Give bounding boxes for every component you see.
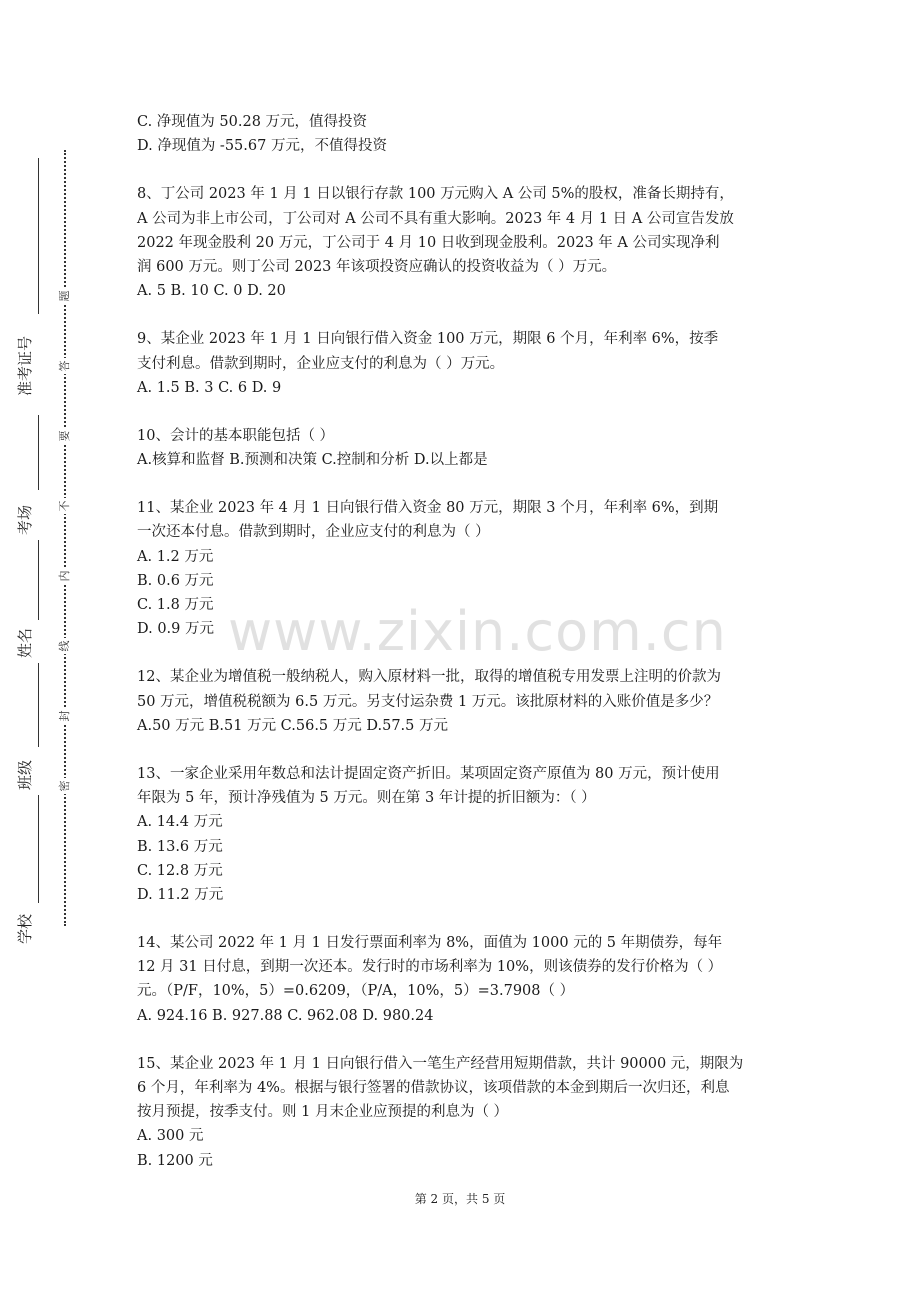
margin-line-exam-number bbox=[38, 158, 39, 314]
question-text-line: 13、一家企业采用年数总和法计提固定资产折旧。某项固定资产原值为 80 万元，预计使用 bbox=[137, 765, 720, 782]
seal-dotted-line bbox=[64, 150, 66, 926]
margin-label-exam-number: 准考证号 bbox=[16, 335, 34, 396]
question-text-line: 一次还本付息。借款到期时，企业应支付的利息为（ ） bbox=[137, 524, 490, 541]
option-line: B. 13.6 万元 bbox=[137, 838, 223, 855]
margin-line-exam-room bbox=[38, 415, 39, 490]
question-9 bbox=[137, 327, 797, 400]
question-14 bbox=[137, 931, 797, 1028]
watermark: www.zixin.com.cn bbox=[228, 600, 727, 663]
question-list bbox=[137, 110, 797, 1173]
option-line: C. 12.8 万元 bbox=[137, 862, 223, 879]
option-line: B. 0.6 万元 bbox=[137, 572, 214, 589]
seal-char: 封 bbox=[57, 708, 73, 724]
seal-char: 要 bbox=[57, 428, 73, 444]
margin-line-school bbox=[38, 795, 39, 903]
seal-char: 题 bbox=[57, 288, 73, 304]
margin-line-name bbox=[38, 540, 39, 620]
question-text-line: 元。（P/F，10%，5）=0.6209，（P/A，10%，5）=3.7908（ ） bbox=[137, 983, 575, 1000]
question-text-line: 6 个月，年利率为 4%。根据与银行签署的借款协议，该项借款的本金到期后一次归还，利息 bbox=[137, 1080, 730, 1096]
seal-char: 线 bbox=[57, 638, 73, 654]
question-13 bbox=[137, 762, 797, 907]
option-line: A.核算和监督 B.预测和决策 C.控制和分析 D.以上都是 bbox=[137, 452, 488, 469]
question-10 bbox=[137, 424, 797, 472]
question-15 bbox=[137, 1052, 797, 1173]
option-line: A. 14.4 万元 bbox=[137, 814, 223, 831]
option-line: D. 0.9 万元 bbox=[137, 621, 214, 638]
option-line: B. 1200 元 bbox=[137, 1152, 213, 1169]
question-text-line: 11、某企业 2023 年 4 月 1 日向银行借入资金 80 万元，期限 3 个月，年利率 6%，到期 bbox=[137, 500, 719, 517]
margin-label-school: 学校 bbox=[16, 913, 34, 944]
question-7-options-tail bbox=[137, 110, 797, 158]
option-line: A. 5 B. 10 C. 0 D. 20 bbox=[137, 283, 286, 300]
question-text-line: 年限为 5 年，预计净残值为 5 万元。则在第 3 年计提的折旧额为：（ ） bbox=[137, 790, 596, 807]
option-line: A. 300 元 bbox=[137, 1128, 204, 1145]
seal-char: 答 bbox=[57, 358, 73, 374]
question-text-line: 支付利息。借款到期时，企业应支付的利息为（ ）万元。 bbox=[137, 355, 505, 372]
question-11 bbox=[137, 496, 797, 641]
margin-label-name: 姓名 bbox=[16, 627, 34, 658]
option-line: D. 净现值为 -55.67 万元，不值得投资 bbox=[137, 138, 387, 155]
question-text-line: 12、某企业为增值税一般纳税人，购入原材料一批，取得的增值税专用发票上注明的价款为 bbox=[137, 669, 721, 686]
question-text-line: 14、某公司 2022 年 1 月 1 日发行票面利率为 8%，面值为 1000 元的 5 年期债券，每年 bbox=[137, 935, 723, 952]
seal-char: 内 bbox=[57, 568, 73, 584]
option-line: C. 净现值为 50.28 万元，值得投资 bbox=[137, 114, 368, 130]
question-text-line: 50 万元，增值税税额为 6.5 万元。另支付运杂费 1 万元。该批原材料的入账价值是多少？ bbox=[137, 693, 719, 710]
question-12 bbox=[137, 665, 797, 738]
question-text-line: 12 月 31 日付息，到期一次还本。发行时的市场利率为 10%，则该债券的发行价格为（ ） bbox=[137, 959, 723, 976]
option-line: A.50 万元 B.51 万元 C.56.5 万元 D.57.5 万元 bbox=[137, 717, 448, 734]
question-text-line: 10、会计的基本职能包括（ ） bbox=[137, 427, 335, 444]
question-text-line: 8、丁公司 2023 年 1 月 1 日以银行存款 100 万元购入 A 公司 5%的股权，准备长期持有， bbox=[137, 186, 734, 203]
question-text-line: A 公司为非上市公司，丁公司对 A 公司不具有重大影响。2023 年 4 月 1 日 A 公司宣告发放 bbox=[137, 210, 734, 227]
option-line: C. 1.8 万元 bbox=[137, 597, 214, 613]
margin-label-exam-room: 考场 bbox=[16, 504, 34, 535]
option-line: A. 1.2 万元 bbox=[137, 548, 214, 565]
margin-line-class bbox=[38, 663, 39, 747]
seal-char: 不 bbox=[57, 498, 73, 514]
margin-label-class: 班级 bbox=[16, 759, 34, 790]
option-line: D. 11.2 万元 bbox=[137, 886, 224, 903]
question-text-line: 15、某企业 2023 年 1 月 1 日向银行借入一笔生产经营用短期借款，共计 90000 元，期限为 bbox=[137, 1055, 744, 1072]
option-line: A. 1.5 B. 3 C. 6 D. 9 bbox=[137, 379, 282, 396]
question-text-line: 9、某企业 2023 年 1 月 1 日向银行借入资金 100 万元，期限 6 个月，年利率 6%，按季 bbox=[137, 331, 719, 348]
question-8 bbox=[137, 182, 797, 303]
seal-char: 密 bbox=[57, 778, 73, 794]
question-text-line: 润 600 万元。则丁公司 2023 年该项投资应确认的投资收益为（ ）万元。 bbox=[137, 258, 617, 275]
option-line: A. 924.16 B. 927.88 C. 962.08 D. 980.24 bbox=[137, 1007, 434, 1024]
question-text-line: 2022 年现金股利 20 万元，丁公司于 4 月 10 日收到现金股利。2023 年 A 公司实现净利 bbox=[137, 234, 720, 251]
question-text-line: 按月预提，按季支付。则 1 月末企业应预提的利息为（ ） bbox=[137, 1104, 509, 1121]
page-number-footer: 第 2 页，共 5 页 bbox=[414, 1192, 506, 1206]
